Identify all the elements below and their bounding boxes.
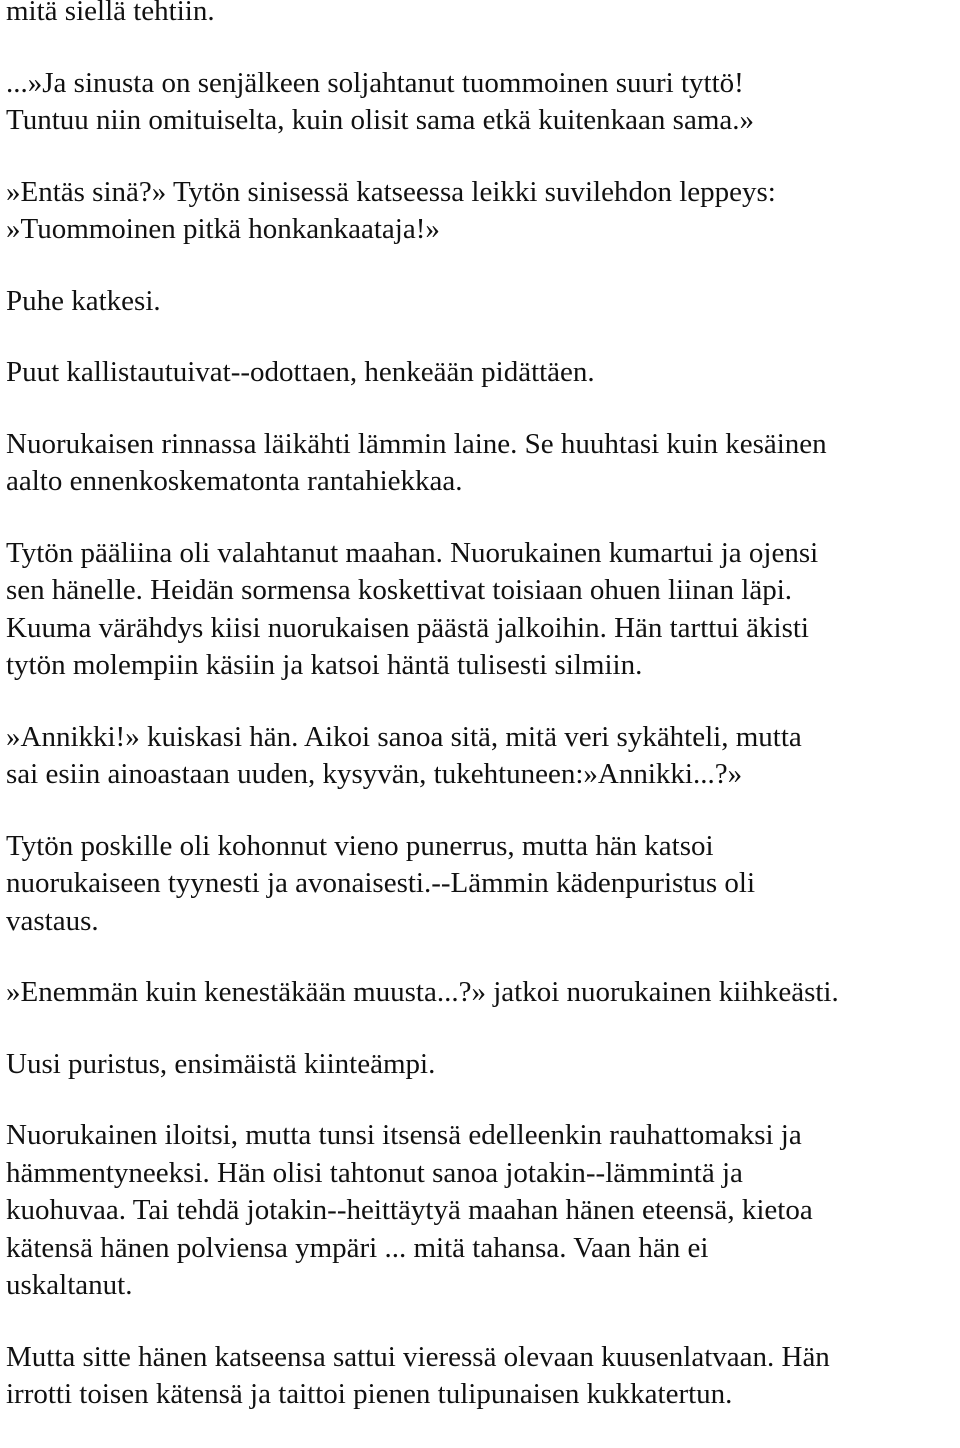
- document-page: [6, 0, 958, 1448]
- text-line: uskaltanut.: [6, 1269, 133, 1301]
- text-line: aalto ennenkoskematonta rantahiekkaa.: [6, 465, 463, 497]
- paragraph: [6, 1339, 958, 1414]
- text-line: »Enemmän kuin kenestäkään muusta...?» jatkoi nuorukainen kiihkeästi.: [6, 976, 839, 1008]
- text-line: Puut kallistautuivat--odottaen, henkeään pidättäen.: [6, 356, 595, 388]
- paragraph: [6, 426, 958, 501]
- text-line: nuorukaiseen tyynesti ja avonaisesti.--Lämmin kädenpuristus oli: [6, 867, 756, 899]
- text-line: sen hänelle. Heidän sormensa koskettivat toisiaan ohuen liinan läpi.: [6, 574, 793, 606]
- paragraph: [6, 1117, 958, 1305]
- text-line: Mutta sitte hänen katseensa sattui vieressä olevaan kuusenlatvaan. Hän: [6, 1340, 830, 1373]
- text-line: Kuuma värähdys kiisi nuorukaisen päästä jalkoihin. Hän tarttui äkisti: [6, 611, 809, 644]
- text-line: kuohuvaa. Tai tehdä jotakin--heittäytyä maahan hänen eteensä, kietoa: [6, 1194, 813, 1226]
- text-line: kätensä hänen polviensa ympäri ... mitä tahansa. Vaan hän ei: [6, 1231, 709, 1264]
- text-line: Puhe katkesi.: [6, 284, 161, 317]
- text-line: sai esiin ainoastaan uuden, kysyvän, tukehtuneen:»Annikki...?»: [6, 758, 743, 790]
- text-line: ...»Ja sinusta on senjälkeen soljahtanut tuommoinen suuri tyttö!: [6, 66, 744, 99]
- paragraph: [6, 65, 958, 140]
- paragraph: [6, 354, 958, 392]
- text-line: Uusi puristus, ensimäistä kiinteämpi.: [6, 1047, 436, 1080]
- paragraph: [6, 828, 958, 941]
- text-line: tytön molempiin käsiin ja katsoi häntä tulisesti silmiin.: [6, 649, 643, 681]
- paragraph: [6, 719, 958, 794]
- paragraph: [6, 283, 958, 321]
- text-line: vastaus.: [6, 904, 99, 937]
- paragraph: [6, 0, 958, 31]
- text-line: Tuntuu niin omituiselta, kuin olisit sama etkä kuitenkaan sama.»: [6, 104, 755, 136]
- text-line: »Tuommoinen pitkä honkankaataja!»: [6, 213, 440, 245]
- paragraph: [6, 1046, 958, 1084]
- text-line: Tytön pääliina oli valahtanut maahan. Nuorukainen kumartui ja ojensi: [6, 536, 819, 569]
- paragraph: [6, 174, 958, 249]
- paragraph: [6, 974, 958, 1012]
- text-line: Tytön poskille oli kohonnut vieno punerrus, mutta hän katsoi: [6, 829, 714, 862]
- text-line: »Annikki!» kuiskasi hän. Aikoi sanoa sitä, mitä veri sykähteli, mutta: [6, 720, 802, 753]
- text-line: mitä siellä tehtiin.: [6, 0, 215, 27]
- text-line: Nuorukaisen rinnassa läikähti lämmin laine. Se huuhtasi kuin kesäinen: [6, 427, 827, 460]
- text-line: »Entäs sinä?» Tytön sinisessä katseessa leikki suvilehdon leppeys:: [6, 175, 776, 208]
- text-line: Nuorukainen iloitsi, mutta tunsi itsensä edelleenkin rauhattomaksi ja: [6, 1119, 802, 1151]
- text-line: hämmentyneeksi. Hän olisi tahtonut sanoa jotakin--lämmintä ja: [6, 1156, 743, 1189]
- text-line: irrotti toisen kätensä ja taittoi pienen tulipunaisen kukkatertun.: [6, 1378, 733, 1410]
- paragraph: [6, 535, 958, 685]
